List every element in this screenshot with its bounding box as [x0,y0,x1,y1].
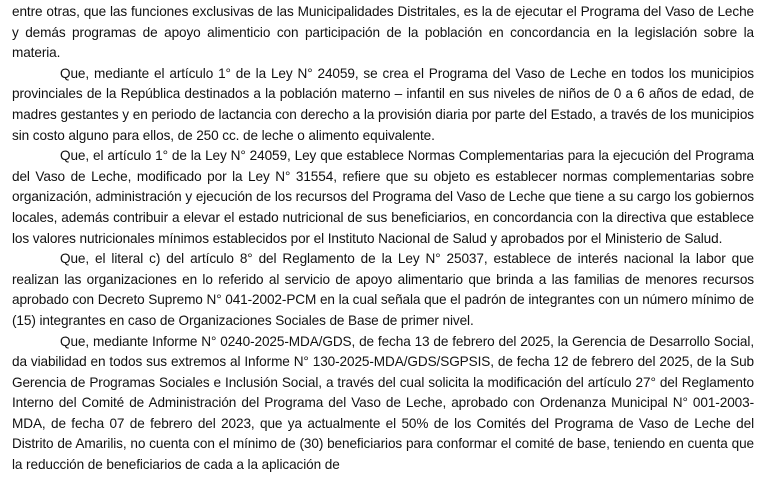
document-body [12,2,754,476]
paragraph-normas-complementarias: Que, el artículo 1° de la Ley N° 24059, Ley que establece Normas Complementarias para la ejecución del Programa del Vaso de Leche, modificado por la Ley N° 31554, refiere que su objeto es establecer normas complementarias sobre organización, administración y ejecución de los recursos del Programa del Vaso de Leche que tiene a su cargo los gobiernos locales, además contribuir a elevar el estado nutricional de sus beneficiarios, en concordancia con la directiva que establece los valores nutricionales mínimos establecidos por el Instituto Nacional de Salud y aprobados por el Ministerio de Salud. [12,148,754,246]
paragraph-informe-0240-2025: Que, mediante Informe N° 0240-2025-MDA/GDS, de fecha 13 de febrero del 2025, la Gerencia de Desarrollo Social, da viabilidad en todos sus extremos al Informe N° 130-2025-MDA/GDS/SGPSIS, de fecha 12 de febrero del 2025, de la Sub Gerencia de Programas Sociales e Inclusión Social, a través del cual solicita la modificación del artículo 27° del Reglamento Interno del Comité de Administración del Programa del Vaso de Leche, aprobado con Ordenanza Municipal N° 001-2003-MDA, de fecha 07 de febrero del 2023, que ya actualmente el 50% de los Comités del Programa de Vaso de Leche del Distrito de Amarilis, no cuenta con el mínimo de (30) beneficiarios para conformar el comité de base, teniendo en cuenta que la reducción de beneficiarios de cada a la aplicación de [12,333,754,473]
paragraph-ley-24059-creation: Que, mediante el artículo 1° de la Ley N° 24059, se crea el Programa del Vaso de Leche en todos los municipios provinciales de la República destinados a la población materno – infantil en sus niveles de niños de 0 a 6 años de edad, de madres gestantes y en periodo de lactancia con derecho a la provisión diaria por parte del Estado, a través de los municipios sin costo alguno para ellos, de 250 cc. de leche o alimento equivalente. [12,65,754,143]
paragraph-reglamento-25037: Que, el literal c) del artículo 8° del Reglamento de la Ley N° 25037, establece de interés nacional la labor que realizan las organizaciones en lo referido al servicio de apoyo alimentario que brinda a las familias de menores recursos aprobado con Decreto Supremo N° 041-2002-PCM en la cual señala que el padrón de integrantes con un número mínimo de (15) integrantes en caso de Organizaciones Sociales de Base de primer nivel. [12,251,754,328]
paragraph-continuation: entre otras, que las funciones exclusivas de las Municipalidades Distritales, es la de ejecutar el Programa del Vaso de Leche y demás programas de apoyo alimenticio con participación de la población en concordancia en la legislación sobre la materia. [12,4,754,61]
